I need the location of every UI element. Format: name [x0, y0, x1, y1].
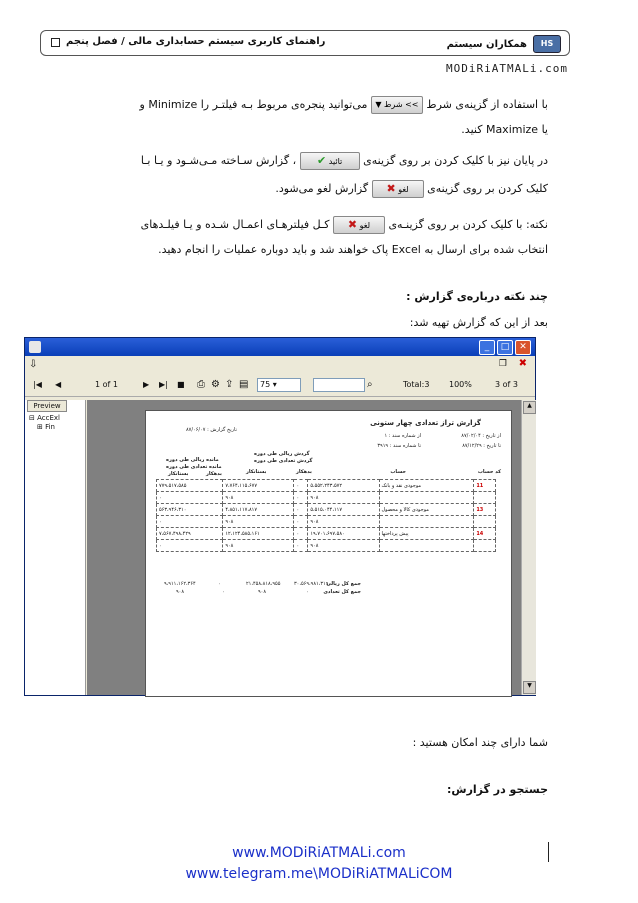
cell-count	[379, 516, 474, 528]
first-page-icon[interactable]: |◀	[33, 380, 42, 389]
table-row	[157, 480, 496, 492]
table-row-sub	[157, 516, 496, 528]
search-input[interactable]	[313, 378, 365, 392]
cell-account: پیش پرداختها	[379, 528, 474, 540]
report-date: تاریخ گزارش : ۸۷/۰۶/۰۷	[186, 427, 237, 433]
x-icon: ✖	[347, 218, 358, 231]
close-icon[interactable]: ✕	[515, 340, 531, 355]
stop-icon[interactable]: ■	[177, 380, 185, 389]
cell-count: ۹۰۸	[223, 492, 294, 504]
total-rial-bal-debit: ۰	[218, 581, 221, 587]
export-icon[interactable]: ⇩	[29, 359, 38, 370]
report-page	[145, 410, 512, 697]
table-row	[157, 528, 496, 540]
col-credit-turnover: بستانکار	[246, 469, 267, 475]
cell-bal-credit: ۷۷۹،۵۱۷،۵۸۵	[157, 480, 223, 492]
next-page-icon[interactable]: ▶	[143, 380, 150, 389]
zoom-value: 75	[260, 380, 271, 389]
table-row-sub	[157, 540, 496, 552]
col-debit-turnover: بدهکار	[296, 469, 312, 475]
company-name: همکاران سیستم	[446, 38, 527, 50]
paragraph-3	[28, 216, 548, 234]
paragraph-1	[28, 96, 548, 114]
cell-account: موجودی کالا و محصول	[379, 504, 474, 516]
preview-tab[interactable]: Preview	[27, 400, 67, 412]
from-date: از تاریخ : ۸۷/۰۲/۰۴	[461, 433, 501, 439]
paragraph-1-line2: یا Maximize کنید.	[461, 123, 548, 136]
export-report-icon[interactable]: ⇪	[225, 379, 234, 390]
minimize-icon[interactable]: _	[479, 340, 495, 355]
p2-text-a: در پایان نیز با کلیک کردن بر روی گزینه‌ی	[363, 154, 548, 167]
paragraph-3-line2: انتخاب شده برای ارسال به Excel پاک خواهند شد و باید دوباره عملیات را انجام دهید.	[158, 243, 548, 256]
cell-count	[379, 540, 474, 552]
cell-bal-credit: ۷،۵۶۷،۴۹۸،۴۲۹	[157, 528, 223, 540]
p1-text-b: می‌توانید پنجره‌ی مربوط بـه فیلتـر را Minimize و	[139, 98, 368, 111]
paragraph-2-line2	[28, 180, 548, 198]
cell-count	[474, 540, 496, 552]
from-doc: از شماره سند : ۱	[384, 433, 421, 439]
cancel-button-label: لغو	[398, 185, 409, 194]
checkbox-icon	[51, 38, 60, 47]
percent-text: 100%	[449, 380, 472, 389]
condition-button[interactable]	[371, 96, 423, 114]
cell-count	[474, 492, 496, 504]
guide-title: راهنمای کاربری سیستم حسابداری مالی / فصل پنجم	[66, 36, 326, 47]
cell-count: ۹۰۸	[308, 516, 379, 528]
footer-link-site[interactable]: www.MODiRiATMALi.com	[232, 845, 406, 861]
check-icon: ✔	[317, 154, 327, 167]
section-subtitle: بعد از این که گزارش تهیه شد:	[409, 316, 548, 329]
cell-count: ۰	[294, 516, 308, 528]
group-balance: مانده ریالی طی دوره	[166, 457, 219, 463]
total-count-debit: ۰	[306, 589, 309, 595]
cell-bal-credit: ۵۶۳،۹۴۶،۳۱۰	[157, 504, 223, 516]
tree-node-fin[interactable]: ⊞ Fin	[37, 423, 55, 431]
report-table	[156, 479, 496, 552]
total-count-bal-debit: ۰	[222, 589, 225, 595]
to-date: تا تاریخ : ۸۷/۱۲/۲۹	[462, 443, 501, 449]
cell-count	[474, 516, 496, 528]
table-row	[157, 504, 496, 516]
section-search-report: جستجو در گزارش:	[447, 783, 548, 796]
group-count-balance: مانده تعدادی طی دوره	[166, 464, 222, 470]
print-icon[interactable]: ⎙	[197, 379, 205, 390]
total-count-bal-credit: ۹۰۸	[176, 589, 185, 595]
total-count-label: جمع کل تعدادی	[323, 589, 361, 595]
confirm-button-label: تائید	[328, 157, 343, 166]
last-page-icon[interactable]: ▶|	[159, 380, 168, 389]
p2-text-b: ، گزارش سـاخته مـی‌شـود و یـا بـا	[140, 154, 297, 167]
p2-text-c: کلیک کردن بر روی گزینه‌ی	[427, 182, 548, 195]
cell-bal-debit: ۱۲،۱۲۴،۵۸۵،۱۶۱	[223, 528, 294, 540]
header-guide	[51, 36, 325, 47]
maximize-icon[interactable]: □	[497, 340, 513, 355]
condition-button-label: >> شرط	[384, 100, 419, 109]
cell-code: 14	[474, 528, 496, 540]
group-count-turnover: گردش تعدادی طی دوره	[254, 458, 313, 464]
col-account: حساب	[390, 469, 406, 475]
to-doc: تا شماره سند : ۳۹۱۹	[377, 443, 421, 449]
vertical-scrollbar[interactable]	[521, 400, 536, 695]
filter-icon: ▼	[375, 100, 382, 109]
cell-code: 13	[474, 504, 496, 516]
total-rial-label: جمع کل ریالی	[326, 581, 361, 587]
total-rial-bal-credit: ۹،۹۱۱،۱۶۲،۳۶۴	[164, 581, 196, 587]
table-row-sub	[157, 492, 496, 504]
cell-credit: ۰	[294, 504, 308, 516]
cell-count: ۹۰۸	[308, 492, 379, 504]
col-code: کد حساب	[477, 469, 501, 475]
cell-debit: ۵،۵۵۲،۲۴۳،۵۷۲	[308, 480, 379, 492]
setup-icon[interactable]: ⚙	[211, 379, 220, 390]
group-turnover: گردش ریالی طی دوره	[254, 451, 310, 457]
cell-count: ۰	[157, 492, 223, 504]
window-titlebar	[25, 338, 535, 356]
cell-credit: ۰	[294, 480, 308, 492]
total-rial-debit: ۳۰،۵۶۹،۹۸۱،۳۱۹	[294, 581, 329, 587]
section-options: شما دارای چند امکان هستید :	[412, 736, 548, 749]
cell-bal-debit: ۷،۷۶۴،۱۱۵،۶۷۷	[223, 480, 294, 492]
company-logo: HS	[533, 35, 561, 53]
cell-account: موجودی نقد و بانک	[379, 480, 474, 492]
site-url: MODiRiATMALi.com	[446, 62, 568, 75]
report-toolbar	[25, 374, 535, 397]
cell-debit: ۱۹،۷۰۱،۶۹۷،۵۸۰	[308, 528, 379, 540]
p3-text-a: نکته: با کلیک کردن بر روی گزینـه‌ی	[388, 218, 548, 231]
cell-count: ۹۰۸	[308, 540, 379, 552]
tree-node-label: Fin	[45, 423, 55, 431]
tree-node-label: AccExl	[37, 414, 60, 422]
cancel-button-2[interactable]	[333, 216, 385, 234]
cell-debit: ۵،۵۱۵،۰۴۴،۱۱۷	[308, 504, 379, 516]
cell-count: ۹۰۸	[223, 540, 294, 552]
scroll-down-icon[interactable]: ▼	[523, 681, 536, 694]
page-status-text: 3 of 3	[495, 380, 518, 389]
cell-count: ۰	[157, 516, 223, 528]
cell-credit: ۰	[294, 528, 308, 540]
p3-text-b: کـل فیلترهـای اعمـال شـده و یـا فیلـدهای	[140, 218, 330, 231]
total-rial-credit: ۲۱،۴۵۸،۸۱۸،۹۵۵	[246, 581, 281, 587]
restore-icon[interactable]: ❐	[498, 359, 507, 369]
cell-count	[379, 492, 474, 504]
col-credit-balance: بستانکار	[168, 471, 189, 477]
page-header	[40, 30, 570, 56]
cell-count: ۰	[294, 492, 308, 504]
search-icon[interactable]: ⌕	[367, 379, 373, 390]
header-company	[447, 35, 561, 53]
menu-strip	[25, 356, 535, 374]
confirm-button[interactable]	[300, 152, 360, 170]
cancel-button[interactable]	[372, 180, 424, 198]
cell-count: ۰	[157, 540, 223, 552]
p1-text-a: با استفاده از گزینه‌ی شرط	[426, 98, 548, 111]
total-text: Total:3	[403, 380, 430, 389]
cell-code: 11	[474, 480, 496, 492]
col-debit-balance: بدهکار	[206, 471, 222, 477]
close-child-icon[interactable]: ✖	[518, 358, 527, 369]
page-of-text: 1 of 1	[95, 380, 118, 389]
tree-node-accexl[interactable]: ⊟ AccExl	[29, 414, 60, 422]
footer-link-telegram[interactable]: www.telegram.me\MODiRiATMALiCOM	[185, 866, 453, 882]
p2-text-d: گزارش لغو می‌شود.	[275, 182, 369, 195]
section-title-report-notes: چند نکته درباره‌ی گزارش :	[406, 290, 548, 303]
cancel-button-2-label: لغو	[359, 221, 371, 230]
group-tree-panel	[25, 400, 86, 695]
prev-page-icon[interactable]: ◀	[55, 380, 62, 389]
report-window	[24, 337, 536, 696]
total-count-credit: ۹۰۸	[258, 589, 267, 595]
zoom-select[interactable]: 75 ▾	[257, 378, 301, 392]
cell-count: ۹۰۸	[223, 516, 294, 528]
report-title: گزارش تراز تعدادی چهار ستونی	[370, 419, 481, 427]
cell-bal-debit: ۴،۸۵۱،۱۱۷،۸۱۷	[223, 504, 294, 516]
group-tree-icon[interactable]: ▤	[239, 379, 249, 390]
app-icon	[29, 341, 41, 353]
x-icon: ✖	[386, 182, 396, 195]
scroll-up-icon[interactable]: ▲	[523, 401, 536, 414]
cell-count: ۰	[294, 540, 308, 552]
paragraph-2	[28, 152, 548, 170]
